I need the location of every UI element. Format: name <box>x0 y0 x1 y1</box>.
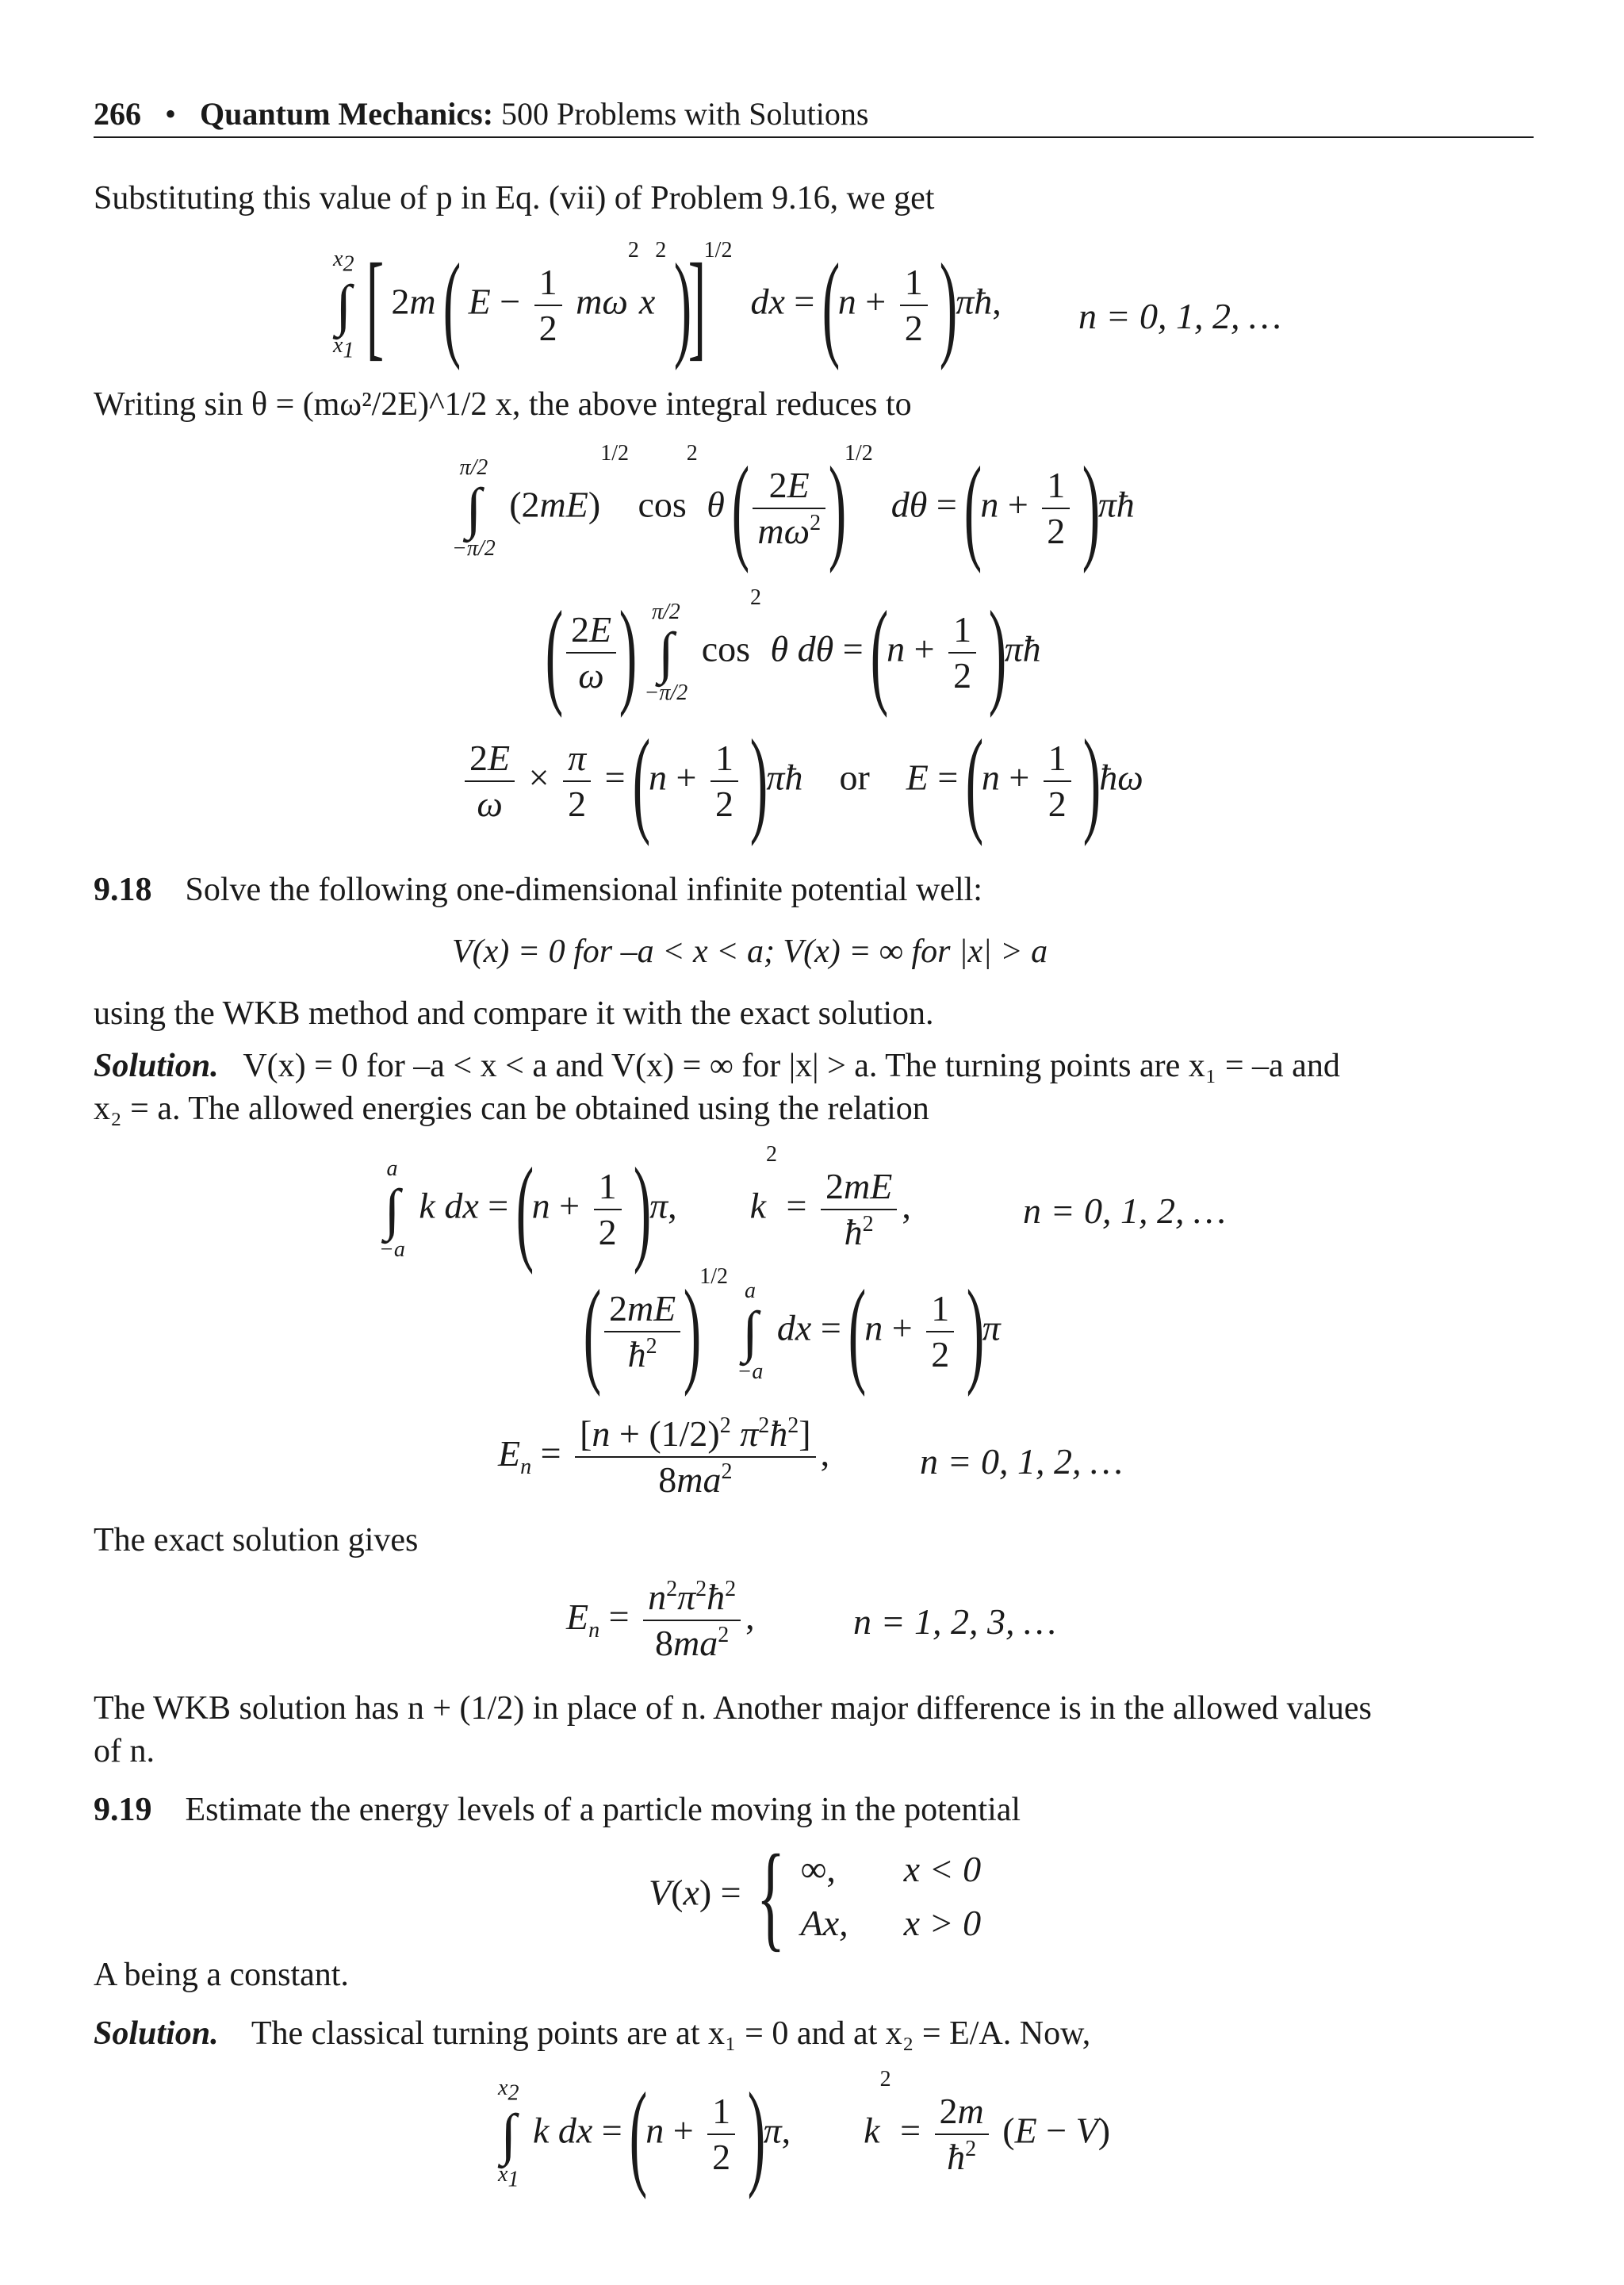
solution-9-18-line1 <box>94 1044 1340 1088</box>
solution-label: Solution. <box>94 2015 219 2052</box>
equation-8-range: n = 1, 2, 3, … <box>853 1601 1056 1642</box>
equation-1-range: n = 0, 1, 2, … <box>1078 296 1281 336</box>
equation-10: $x_2$ ∫ $x_1$ k dx = (n + $\frac{1}{2}$ )π, $k^2$ = $\frac{2m}{ħ^2}$ (E − V) <box>498 2067 1111 2200</box>
solution-9-18-line2: x₂ = a. The allowed energies can be obtained using the relation <box>94 1091 929 1127</box>
paragraph-substituting: Substituting this value of p in Eq. (vii) of Problem 9.16, we get <box>94 180 935 217</box>
case2-condition: x > 0 <box>903 1903 982 1943</box>
paragraph-wkb: using the WKB method and compare it with the exact solution. <box>94 995 934 1032</box>
equation-2: π/2 ∫ −π/2 $(2mE)^{1/2}$ $\cos^2 \theta$ ( $\frac{2E}{m\omega^2}$ )$^{1/2}$ dθ = (n + $\frac{1}{2}$ )πħ <box>452 441 1135 574</box>
solution-label: Solution. <box>94 1048 219 1084</box>
solution-text: The classical turning points are at x₁ = 0 and at x₂ = E/A. Now, <box>251 2015 1091 2052</box>
case2-value: Ax, <box>800 1903 848 1943</box>
problem-number: 9.19 <box>94 1792 152 1828</box>
book-title-bold: Quantum Mechanics: <box>200 96 494 132</box>
equation-7-range: n = 0, 1, 2, … <box>920 1441 1123 1482</box>
paragraph-wkb-solution-line2: of n. <box>94 1733 155 1769</box>
equation-7: $E_n$ = $\frac{[n + (1/2)^2 \pi^2ħ^2]}{8ma^2}$ , <box>498 1413 830 1500</box>
or-word: or <box>839 757 870 798</box>
problem-text: Estimate the energy levels of a particle moving in the potential <box>185 1792 1021 1828</box>
equation-5-range: n = 0, 1, 2, … <box>1023 1190 1226 1231</box>
problem-9-19 <box>94 1788 1021 1832</box>
equation-6: ( $\frac{2mE}{ħ^2}$ )$^{1/2}$ a ∫ −a dx = (n + $\frac{1}{2}$ )π <box>583 1264 1001 1397</box>
potential-definition: V(x) = 0 for –a < x < a; V(x) = ∞ for |x| > a <box>452 934 1048 970</box>
paragraph-writing-sin: Writing sin θ = (mω²/2E)^1/2 x, the above integral reduces to <box>94 386 912 423</box>
case1-value: ∞, <box>800 1849 836 1889</box>
page-number: 266 <box>94 96 141 132</box>
equation-8: $E_n$ = $\frac{n^2\pi^2ħ^2}{8ma^2}$ , <box>566 1577 755 1663</box>
equation-4: $\frac{2E}{\omega}$ × $\frac{\pi}{2}$ = (n + $\frac{1}{2}$ )πħ or E = (n + $\frac{1}{2}$ )ħω <box>460 722 1143 841</box>
equation-piecewise: V(x) = { ∞, x < 0 Ax, x > 0 <box>649 1831 982 1962</box>
solution-9-19 <box>94 2011 1090 2056</box>
running-header <box>94 92 868 136</box>
equation-1: $x_2$ ∫ $x_1$ [ 2m ( E − $\frac{1}{2}$ $m\omega^2x^2$ )]$^{1/2}$ dx = (n + $\frac{1}{2}$ )πħ, <box>333 238 1002 371</box>
header-bullet: • <box>165 96 177 132</box>
problem-text: Solve the following one-dimensional infinite potential well: <box>185 872 982 908</box>
case1-condition: x < 0 <box>903 1849 982 1889</box>
equation-5: a ∫ −a k dx = (n + $\frac{1}{2}$ )π, $k^2$ = $\frac{2mE}{ħ^2}$ , <box>379 1142 911 1275</box>
equation-3: ( $\frac{2E}{\omega}$ ) π/2 ∫ −π/2 $\cos^2 \theta$ dθ = (n + $\frac{1}{2}$ )πħ <box>545 585 1041 719</box>
paragraph-a-constant: A being a constant. <box>94 1957 349 1993</box>
problem-number: 9.18 <box>94 872 152 908</box>
paragraph-exact: The exact solution gives <box>94 1522 419 1558</box>
solution-text: V(x) = 0 for –a < x < a and V(x) = ∞ for |x| > a. The turning points are x₁ = –a and <box>243 1048 1340 1084</box>
header-rule <box>94 136 1534 138</box>
paragraph-wkb-solution-line1: The WKB solution has n + (1/2) in place of n. Another major difference is in the allowed values <box>94 1690 1372 1727</box>
book-title-rest: 500 Problems with Solutions <box>501 96 869 132</box>
problem-9-18 <box>94 868 982 912</box>
